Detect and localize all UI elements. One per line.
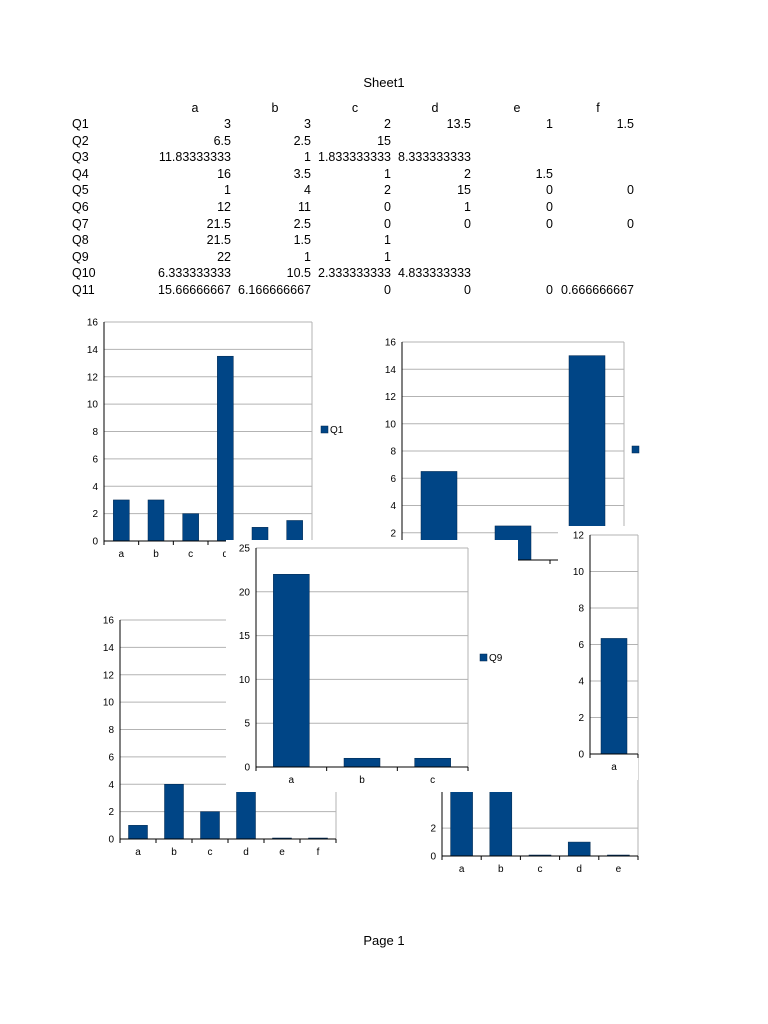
y-tick-label: 4 bbox=[108, 779, 114, 791]
table-cell: 2.5 bbox=[293, 216, 311, 231]
table-cell: 1 bbox=[384, 233, 391, 248]
column-header: e bbox=[513, 101, 521, 115]
x-tick-label: a bbox=[458, 864, 465, 875]
table-cell: 1.5 bbox=[293, 233, 311, 248]
y-tick-label: 0 bbox=[244, 762, 250, 774]
row-label: Q11 bbox=[72, 283, 95, 297]
y-tick-label: 2 bbox=[390, 528, 396, 540]
table-cell: 0 bbox=[546, 216, 553, 231]
chart-q1[interactable] bbox=[68, 312, 360, 570]
table-cell: 12 bbox=[217, 200, 231, 214]
table-cell: 2 bbox=[464, 166, 471, 181]
bar bbox=[568, 842, 590, 856]
bar bbox=[252, 527, 268, 541]
x-tick-label: a bbox=[135, 847, 141, 858]
table-cell: 3 bbox=[224, 117, 231, 131]
y-tick-label: 16 bbox=[86, 317, 98, 329]
table-cell: 1 bbox=[304, 249, 311, 264]
table-cell: 13.5 bbox=[446, 117, 471, 131]
column-header: d bbox=[431, 101, 439, 115]
x-tick-label: b bbox=[171, 847, 177, 858]
y-tick-label: 10 bbox=[572, 567, 584, 578]
row-label: Q8 bbox=[72, 233, 89, 248]
y-tick-label: 6 bbox=[108, 752, 114, 764]
x-tick-label: e bbox=[257, 549, 263, 560]
table-cell: 0 bbox=[627, 183, 634, 198]
y-tick-label: 0 bbox=[92, 536, 98, 548]
row-label: Q1 bbox=[72, 117, 89, 131]
bar bbox=[129, 825, 148, 839]
row-label: Q6 bbox=[72, 200, 89, 214]
table-cell: 15.66666667 bbox=[158, 283, 231, 297]
y-tick-label: 14 bbox=[86, 344, 98, 356]
y-tick-label: 12 bbox=[572, 530, 584, 542]
table-cell: 3.5 bbox=[293, 166, 311, 181]
y-tick-label: 10 bbox=[384, 419, 396, 431]
table-cell: 1 bbox=[384, 166, 391, 181]
table-cell: 0 bbox=[627, 216, 634, 231]
x-tick-label: f bbox=[316, 847, 320, 858]
x-tick-label: a bbox=[436, 568, 442, 579]
y-tick-label: 2 bbox=[578, 713, 584, 724]
y-tick-label: 14 bbox=[384, 364, 396, 376]
bar bbox=[165, 784, 184, 839]
table-cell: 1 bbox=[464, 200, 471, 214]
y-tick-label: 8 bbox=[92, 427, 98, 438]
row-label: Q2 bbox=[72, 133, 89, 148]
table-cell: 2.333333333 bbox=[318, 266, 391, 281]
bar bbox=[217, 356, 233, 541]
row-label: Q10 bbox=[72, 266, 96, 281]
bar bbox=[113, 500, 129, 541]
table-cell: 15 bbox=[377, 133, 391, 148]
y-tick-label: 5 bbox=[244, 718, 250, 730]
y-tick-label: 25 bbox=[238, 543, 250, 555]
x-tick-label: a bbox=[611, 762, 617, 773]
table-cell: 0 bbox=[464, 216, 471, 231]
x-tick-label: c bbox=[188, 549, 194, 560]
bar bbox=[415, 758, 451, 767]
row-label: Q4 bbox=[72, 166, 89, 181]
sheet-title: Sheet1 bbox=[363, 75, 405, 90]
table-cell: 1.5 bbox=[616, 117, 634, 131]
x-tick-label: a bbox=[288, 775, 295, 786]
y-tick-label: 0 bbox=[578, 749, 584, 761]
table-cell: 10.5 bbox=[286, 266, 311, 281]
table-cell: 1 bbox=[384, 249, 391, 264]
y-tick-label: 6 bbox=[578, 640, 584, 651]
x-tick-label: d bbox=[222, 549, 229, 560]
bar bbox=[287, 520, 303, 541]
row-label: Q3 bbox=[72, 150, 89, 165]
column-header: a bbox=[191, 101, 199, 115]
y-tick-label: 12 bbox=[384, 392, 396, 403]
bar bbox=[601, 638, 627, 754]
y-tick-label: 14 bbox=[102, 642, 114, 654]
x-tick-label: c bbox=[430, 775, 436, 786]
x-tick-label: e bbox=[279, 847, 285, 858]
y-tick-label: 4 bbox=[390, 501, 396, 512]
x-tick-label: d bbox=[576, 864, 582, 875]
bar bbox=[273, 574, 309, 767]
table-cell: 1.833333333 bbox=[318, 150, 391, 165]
table-cell: 2 bbox=[384, 183, 391, 198]
x-tick-label: c bbox=[584, 568, 590, 579]
table-cell: 15 bbox=[457, 183, 471, 198]
column-header: f bbox=[596, 101, 600, 115]
table-cell: 0 bbox=[546, 283, 553, 297]
legend-label: Q9 bbox=[489, 653, 503, 664]
row-label: Q5 bbox=[72, 183, 89, 198]
y-tick-label: 16 bbox=[102, 615, 114, 627]
table-cell: 6.166666667 bbox=[238, 283, 311, 297]
chart-q10[interactable] bbox=[558, 526, 638, 780]
table-cell: 6.5 bbox=[213, 133, 231, 148]
y-tick-label: 20 bbox=[238, 587, 250, 599]
legend-swatch bbox=[480, 654, 487, 661]
x-tick-label: c bbox=[537, 864, 543, 875]
table-cell: 0 bbox=[384, 216, 391, 231]
table-cell: 16 bbox=[217, 166, 231, 181]
table-cell: 0 bbox=[384, 283, 391, 297]
bar bbox=[183, 514, 199, 541]
table-cell: 8.333333333 bbox=[398, 150, 471, 165]
y-tick-label: 6 bbox=[390, 473, 396, 485]
y-tick-label: 10 bbox=[102, 697, 114, 709]
x-tick-label: b bbox=[498, 864, 504, 875]
y-tick-label: 4 bbox=[92, 481, 98, 493]
x-tick-label: f bbox=[293, 549, 297, 560]
x-tick-label: b bbox=[153, 549, 159, 560]
y-tick-label: 0 bbox=[430, 851, 436, 863]
bar bbox=[201, 812, 220, 839]
x-tick-label: c bbox=[207, 847, 213, 858]
table-cell: 22 bbox=[217, 249, 231, 264]
column-header: c bbox=[351, 101, 359, 115]
x-tick-label: e bbox=[615, 864, 622, 875]
x-tick-label: a bbox=[118, 549, 125, 560]
bar bbox=[344, 758, 380, 767]
y-tick-label: 8 bbox=[578, 603, 584, 615]
table-cell: 0 bbox=[546, 183, 553, 198]
chart-q9[interactable] bbox=[226, 540, 518, 792]
y-tick-label: 12 bbox=[86, 372, 98, 384]
table-cell: 21.5 bbox=[206, 216, 231, 231]
table-cell: 1 bbox=[546, 117, 553, 131]
table-cell: 2 bbox=[384, 117, 391, 131]
table-cell: 21.5 bbox=[206, 233, 231, 248]
legend-label: Q1 bbox=[330, 425, 344, 436]
y-tick-label: 10 bbox=[86, 399, 98, 411]
table-cell: 1 bbox=[224, 183, 231, 198]
y-tick-label: 2 bbox=[430, 823, 436, 835]
bar bbox=[148, 500, 164, 541]
y-tick-label: 2 bbox=[108, 807, 114, 819]
y-tick-label: 6 bbox=[92, 454, 98, 466]
y-tick-label: 16 bbox=[384, 337, 396, 349]
table-cell: 1.5 bbox=[535, 166, 553, 181]
y-tick-label: 0 bbox=[108, 834, 114, 846]
table-cell: 11.83333333 bbox=[158, 150, 231, 165]
row-label: Q7 bbox=[72, 216, 89, 231]
table-cell: 0 bbox=[464, 283, 471, 297]
table-cell: 4.833333333 bbox=[398, 266, 471, 281]
y-tick-label: 4 bbox=[578, 676, 584, 688]
table-cell: 4 bbox=[304, 183, 311, 198]
legend-swatch bbox=[321, 426, 328, 433]
column-header: b bbox=[271, 101, 279, 115]
y-tick-label: 12 bbox=[102, 670, 114, 682]
table-cell: 11 bbox=[298, 200, 311, 214]
table-cell: 0.666666667 bbox=[561, 283, 634, 297]
table-cell: 1 bbox=[304, 150, 311, 165]
x-tick-label: d bbox=[243, 847, 249, 858]
table-cell: 3 bbox=[304, 117, 311, 131]
table-cell: 0 bbox=[546, 200, 553, 214]
y-tick-label: 10 bbox=[238, 674, 250, 686]
table-cell: 2.5 bbox=[293, 133, 311, 148]
y-tick-label: 8 bbox=[108, 725, 114, 736]
y-tick-label: 2 bbox=[92, 509, 98, 521]
x-tick-label: b bbox=[510, 568, 516, 579]
row-label: Q9 bbox=[72, 249, 89, 264]
legend-swatch bbox=[632, 446, 639, 453]
table-cell: 0 bbox=[384, 200, 391, 214]
y-tick-label: 15 bbox=[238, 631, 250, 643]
y-tick-label: 8 bbox=[390, 446, 396, 458]
page-footer: Page 1 bbox=[363, 933, 405, 948]
table-cell: 6.333333333 bbox=[158, 266, 231, 281]
x-tick-label: b bbox=[359, 775, 365, 786]
